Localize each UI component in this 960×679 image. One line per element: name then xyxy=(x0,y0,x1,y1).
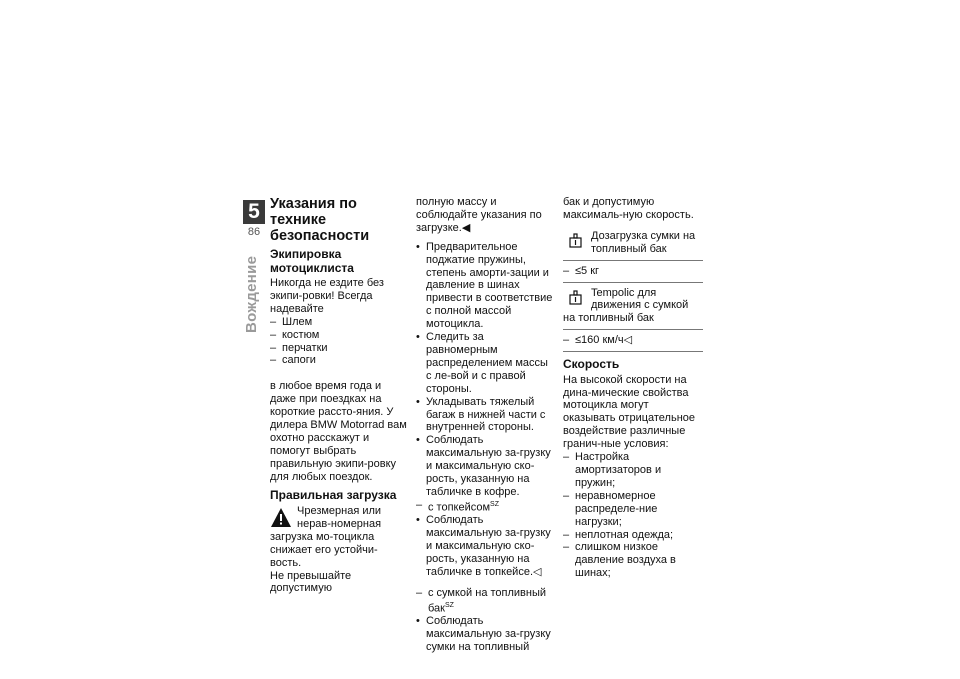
list-item xyxy=(416,499,554,515)
bullet-item: • Соблюдать максимальную за-грузку и максимальную ско-рость, указанную на табличке в топкейсе.◁ xyxy=(416,514,554,579)
page-title: Указания по технике безопасности xyxy=(270,196,370,244)
dash-text: с сумкой на топливный бак xyxy=(428,586,547,615)
spec-value: – ≤160 км/ч◁ xyxy=(563,334,703,352)
spec-label: Tempolic для движения с сумкой на топливный бак xyxy=(563,286,689,325)
list-item: – неплотная одежда; xyxy=(563,529,703,542)
column-3 xyxy=(563,196,703,580)
sz-marker: SZ xyxy=(490,500,499,508)
paragraph: На высокой скорости на дина-мические свойства мотоцикла могут оказывать отрицательное воздействие различные гранич-ные условия: xyxy=(563,373,696,451)
bullet-item: • Соблюдать максимальную за-грузку сумки на топливный xyxy=(416,615,554,654)
spec-box-tank-bag-speed xyxy=(563,287,703,331)
sz-marker: SZ xyxy=(444,601,454,609)
list-item: – слишком низкое давление воздуха в шинах; xyxy=(563,541,703,580)
list-item: – сапоги xyxy=(270,354,408,367)
list-item: – Шлем xyxy=(270,316,408,329)
list-item: – неравномерное распределе-ние нагрузки; xyxy=(563,490,703,529)
chapter-number: 5 xyxy=(243,200,265,224)
paragraph: Никогда не ездите без экипи-ровки! Всегда надевайте xyxy=(270,277,384,315)
list-item: – Настройка амортизаторов и пружин; xyxy=(563,451,703,490)
section-side-title: Вождение xyxy=(243,255,260,333)
subheading-speed: Скорость xyxy=(563,357,620,372)
bullet-item: • Следить за равномерным распределением массы с ле-вой и с правой стороны. xyxy=(416,331,554,396)
list-item: – перчатки xyxy=(270,342,408,355)
column-2 xyxy=(416,196,554,654)
spec-box-tank-bag-load xyxy=(563,230,703,261)
spec-label: Дозагрузка сумки на топливный бак xyxy=(591,229,696,255)
tank-bag-icon xyxy=(567,232,585,250)
bullet-item: • Соблюдать максимальную за-грузку и максимальную ско-рость, указанную на табличке в кофре. xyxy=(416,434,554,499)
warning-block xyxy=(270,505,408,570)
bullet-item: • Укладывать тяжелый багаж в нижней части с внутренней стороны. xyxy=(416,396,554,435)
subheading-equipment: Экипировка мотоциклиста xyxy=(270,247,354,275)
paragraph: в любое время года и даже при поездках на короткие рассто-яния. У дилера BMW Motorrad вам охотно расскажут и помогут выбрать правильную экипи-ровку для любых поездок. xyxy=(270,380,407,483)
tank-bag-icon xyxy=(567,289,585,307)
bullet-item: • Предварительное поджатие пружины, степень аморти-зации и давление в шинах привести в соответствие с полной массой мотоцикла. xyxy=(416,241,554,331)
spec-value: – ≤5 кг xyxy=(563,265,703,283)
list-item xyxy=(416,587,554,615)
warning-text: Чрезмерная или нерав-номерная загрузка мо-тоцикла снижает его устойчи-вость. xyxy=(270,504,382,569)
paragraph: Не превышайте допустимую xyxy=(270,569,352,595)
paragraph: полную массу и соблюдайте указания по загрузке.◀ xyxy=(416,196,542,234)
dash-text: с топкейсом xyxy=(428,501,491,514)
column-1 xyxy=(270,196,408,595)
warning-triangle-icon xyxy=(270,507,292,529)
paragraph: бак и допустимую максималь-ную скорость. xyxy=(563,196,694,221)
subheading-loading: Правильная загрузка xyxy=(270,488,397,503)
list-item: – костюм xyxy=(270,329,408,342)
page-number: 86 xyxy=(247,226,261,238)
